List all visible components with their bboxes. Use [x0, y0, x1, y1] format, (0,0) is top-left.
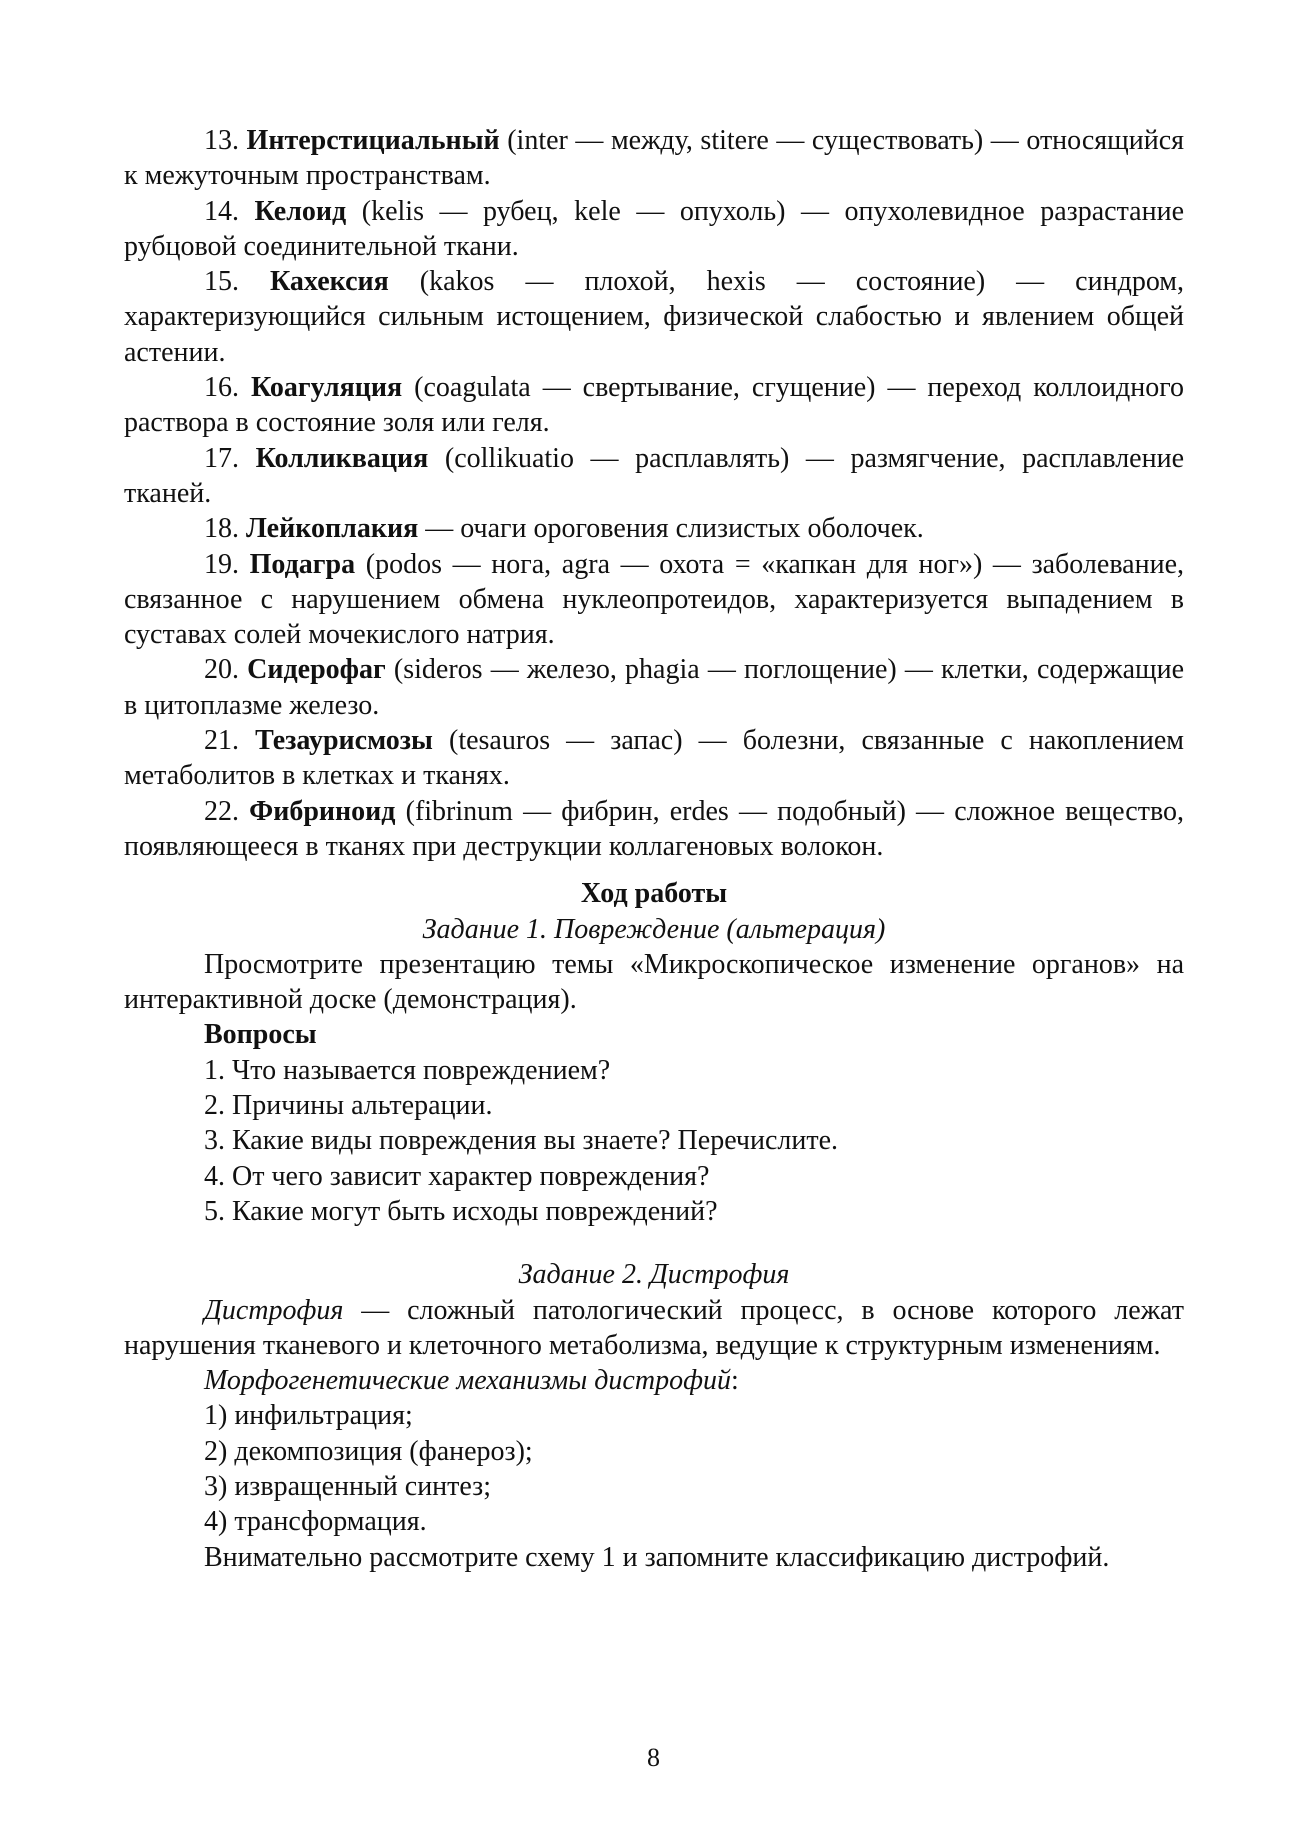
page-number: 8: [647, 1743, 660, 1772]
mechanisms-label: Морфогенетические механизмы дистрофий:: [204, 1365, 739, 1397]
glossary-term: Коагуляция: [250, 372, 403, 404]
mechanism-item: 2) декомпозиция (фанероз);: [204, 1435, 533, 1467]
glossary-term: Подагра: [249, 548, 356, 580]
glossary-term: Фибриноид: [249, 795, 396, 827]
glossary-list: [124, 123, 1184, 864]
page-content: [124, 123, 1184, 1575]
task1-intro: Просмотрите презентацию темы «Микроскопическое изменение органов» на интерактивной доске (демонстрация).: [124, 948, 1184, 1016]
question-item: 4. От чего зависит характер повреждения?: [204, 1160, 710, 1192]
definition-term: Дистрофия: [204, 1294, 344, 1326]
task1-title: Задание 1. Повреждение (альтерация): [422, 913, 886, 945]
spacer: [124, 1229, 1184, 1257]
task2-closing: Внимательно рассмотрите схему 1 и запомните классификацию дистрофий.: [204, 1541, 1110, 1573]
glossary-entry: 13. Интерстициальный (inter — между, stitere — существовать) — относящийся к межуточным пространствам.: [124, 125, 1185, 192]
glossary-term: Колликвация: [255, 442, 429, 474]
questions-label: Вопросы: [204, 1019, 317, 1051]
glossary-entry: 20. Сидерофаг (sideros — железо, phagia — поглощение) — клетки, содержащие в цитоплазме железо.: [124, 654, 1184, 721]
question-item: 2. Причины альтерации.: [204, 1090, 493, 1122]
glossary-entry: 21. Тезаурисмозы (tesauros — запас) — болезни, связанные с накоплением метаболитов в клетках и тканях.: [124, 725, 1185, 792]
glossary-entry: 15. Кахексия (kakos — плохой, hexis — состояние) — синдром, характеризующийся сильным истощением, физической слабостью и явлением общей астении.: [124, 266, 1185, 368]
glossary-term: Келоид: [254, 195, 347, 227]
glossary-entry: 22. Фибриноид (fibrinum — фибрин, erdes — подобный) — сложное вещество, появляющееся в тканях при деструкции коллагеновых волокон.: [124, 795, 1185, 862]
task2-title: Задание 2. Дистрофия: [518, 1259, 790, 1291]
questions-list: [124, 1053, 1184, 1229]
section-title: Ход работы: [580, 878, 728, 910]
glossary-entry: 18. Лейкоплакия — очаги ороговения слизистых оболочек.: [204, 513, 924, 545]
glossary-term: Лейкоплакия: [246, 513, 419, 545]
mechanism-item: 1) инфильтрация;: [204, 1400, 413, 1432]
glossary-entry: 17. Колликвация (collikuatio — расплавлять) — размягчение, расплавление тканей.: [124, 442, 1184, 509]
question-item: 1. Что называется повреждением?: [204, 1054, 611, 1086]
glossary-term: Сидерофаг: [247, 654, 386, 686]
mechanism-item: 3) извращенный синтез;: [204, 1470, 492, 1502]
glossary-entry: 14. Келоид (kelis — рубец, kele — опухоль) — опухолевидное разрастание рубцовой соединительной ткани.: [124, 195, 1184, 262]
question-item: 5. Какие могут быть исходы повреждений?: [204, 1195, 718, 1227]
question-item: 3. Какие виды повреждения вы знаете? Перечислите.: [204, 1125, 839, 1157]
mechanisms-list: [124, 1398, 1184, 1539]
glossary-term: Тезаурисмозы: [255, 725, 433, 757]
glossary-term: Кахексия: [270, 266, 389, 298]
glossary-entry: 19. Подагра (podos — нога, agra — охота = «капкан для ног») — заболевание, связанное с нарушением обмена нуклеопротеидов, характеризуется выпадением в суставах солей мочекислого натрия.: [124, 548, 1185, 651]
mechanism-item: 4) трансформация.: [204, 1506, 427, 1538]
glossary-entry: 16. Коагуляция (coagulata — свертывание, сгущение) — переход коллоидного раствора в состояние золя или геля.: [124, 372, 1184, 439]
glossary-term: Интерстициальный: [246, 125, 500, 156]
task2-definition: Дистрофия — сложный патологический процесс, в основе которого лежат нарушения тканевого и клеточного метаболизма, ведущие к структурным изменениям.: [124, 1294, 1184, 1361]
